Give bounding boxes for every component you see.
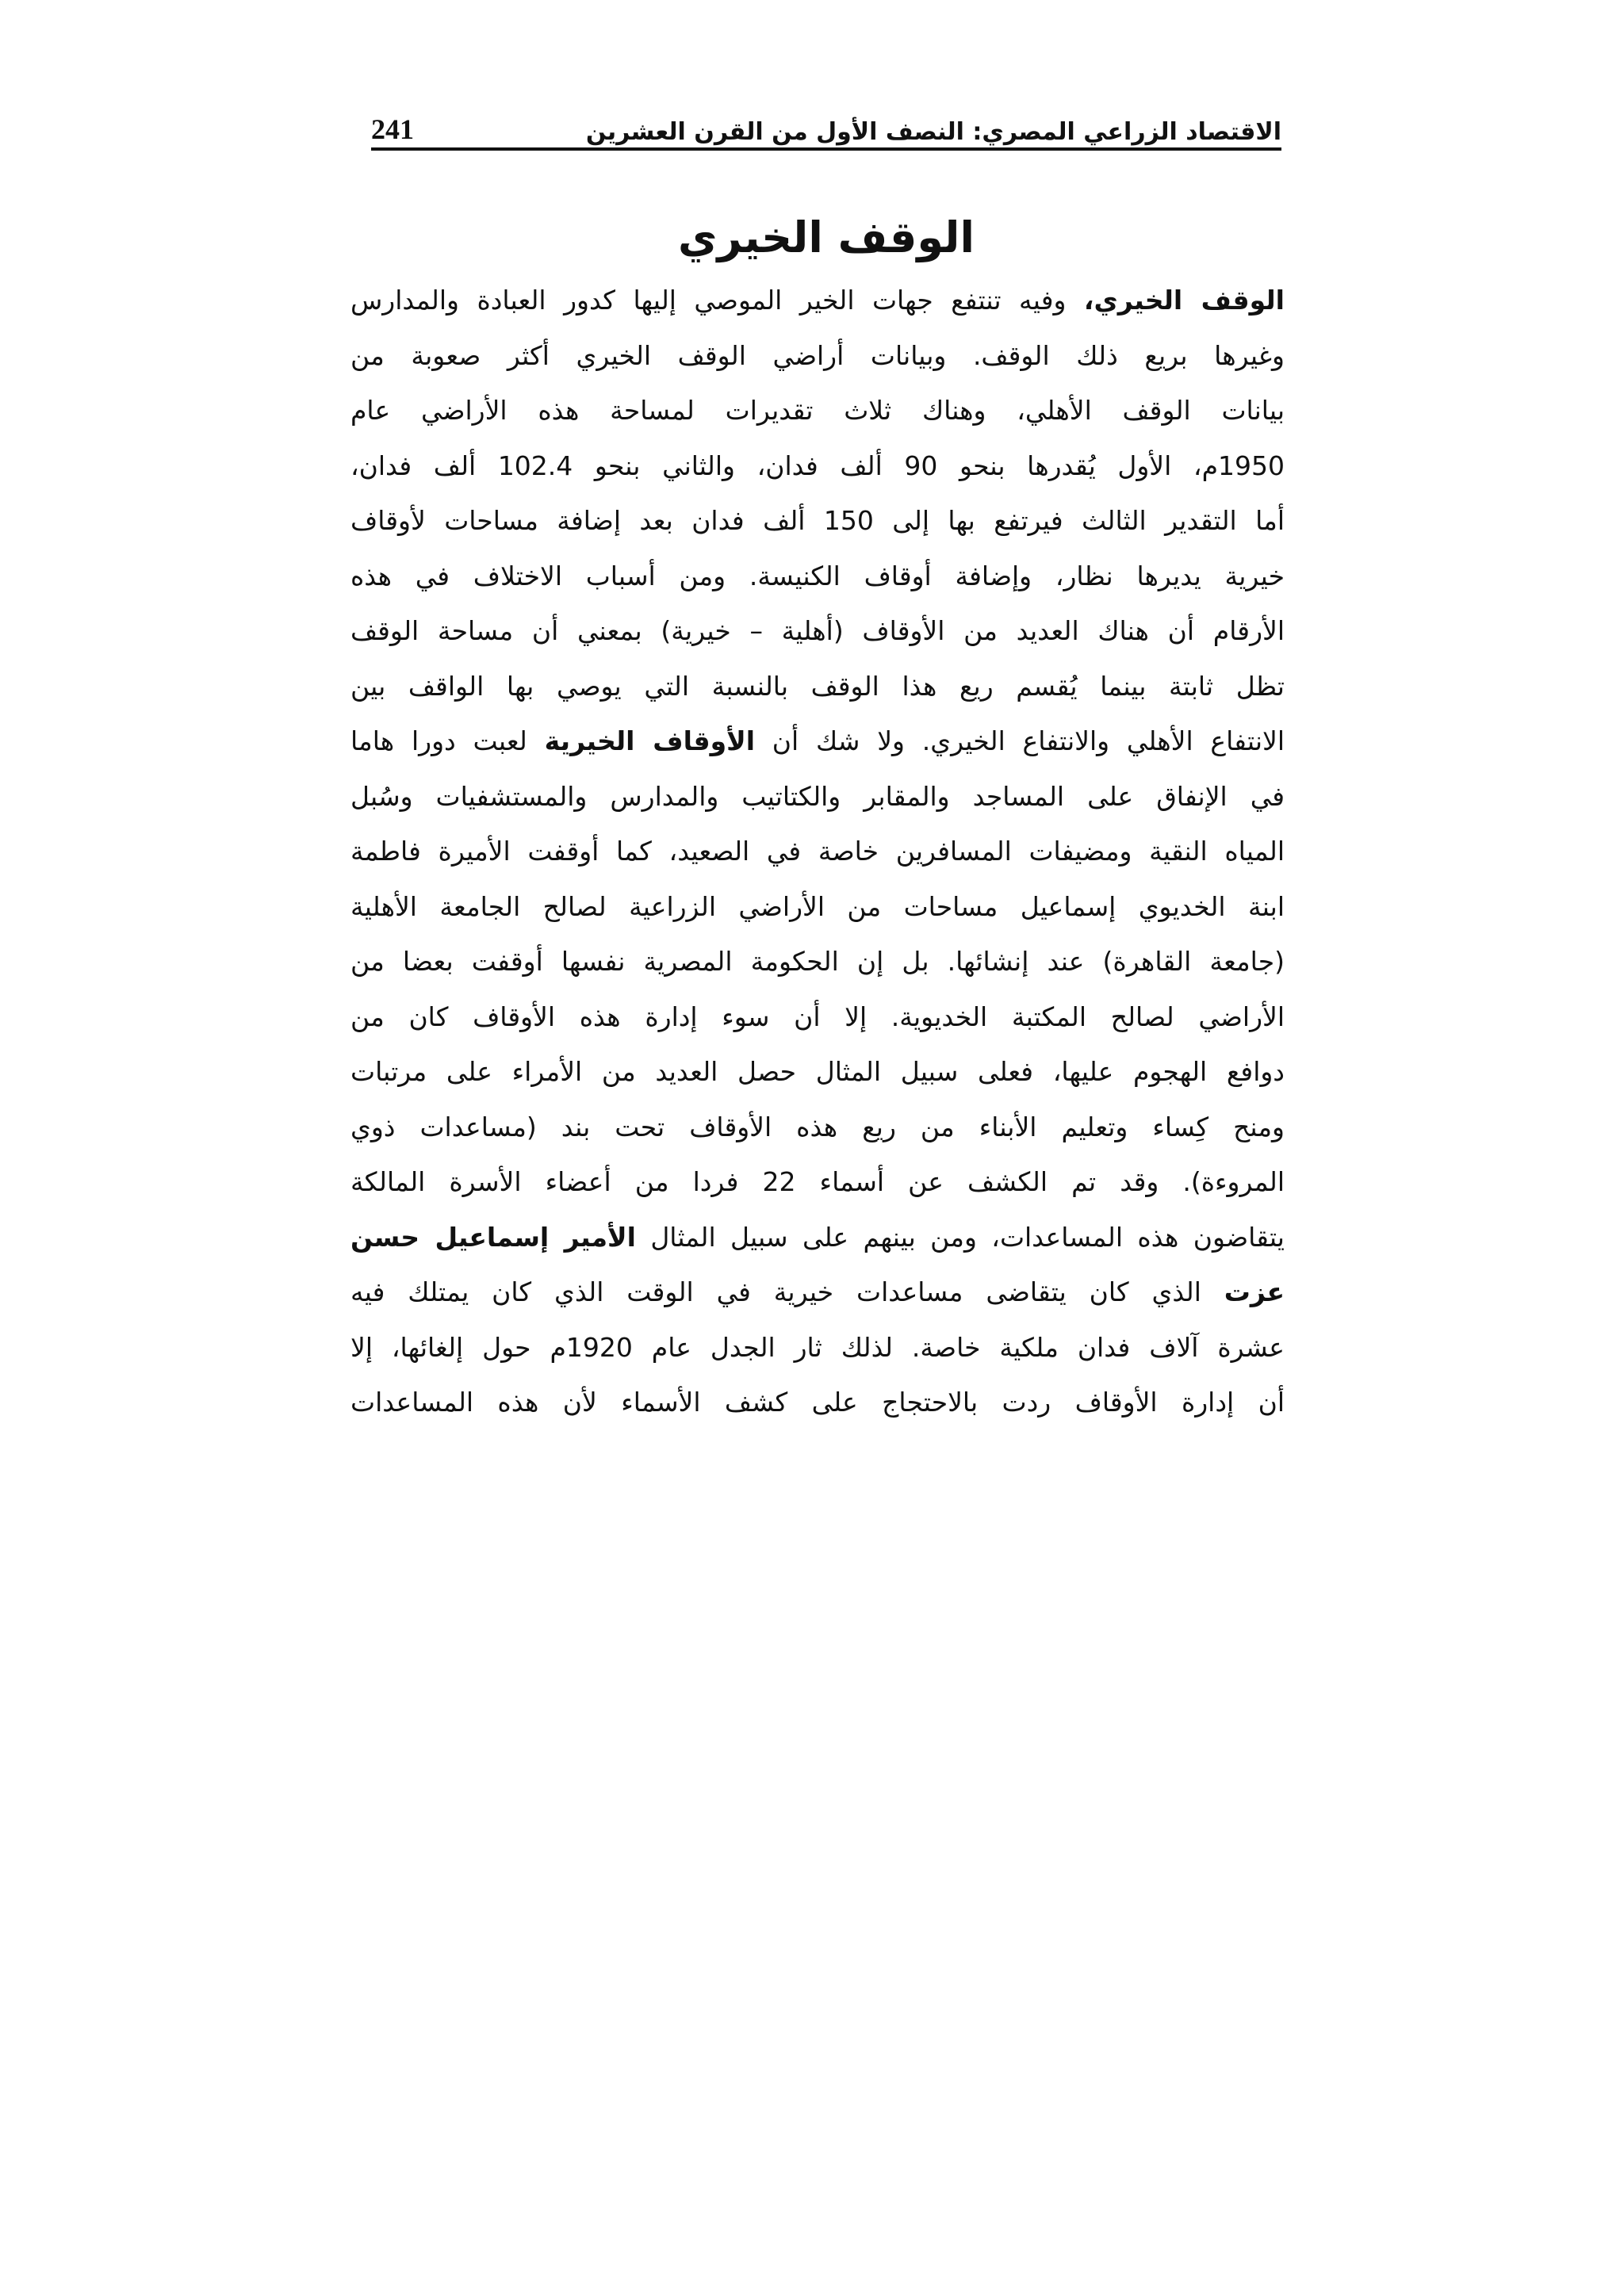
line-text: لعبت دورا هاما [350, 725, 545, 756]
line-text: الذي كان يتقاضى مساعدات خيرية في الوقت الذي كان يمتلك فيه [350, 1276, 1224, 1307]
text-line [350, 989, 1285, 1045]
line-text: تظل ثابتة بينما يُقسم ريع هذا الوقف بالنسبة التي يوصي بها الواقف بين [350, 670, 1285, 702]
bold-term: الأمير إسماعيل حسن [350, 1221, 636, 1253]
text-line [350, 493, 1285, 549]
text-line [350, 383, 1285, 438]
line-text: وغيرها بريع ذلك الوقف. وبيانات أراضي الوقف الخيري أكثر صعوبة من [350, 339, 1285, 371]
line-text: دوافع الهجوم عليها، فعلى سبيل المثال حصل العديد من الأمراء على مرتبات [350, 1056, 1285, 1087]
text-line [350, 549, 1285, 604]
line-text: المياه النقية ومضيفات المسافرين خاصة في الصعيد، كما أوقفت الأميرة فاطمة [350, 836, 1285, 867]
line-text: وفيه تنتفع جهات الخير الموصي إليها كدور العبادة والمدارس [350, 285, 1084, 316]
line-text: الأرقام أن هناك العديد من الأوقاف (أهلية – خيرية) بمعني أن مساحة الوقف [350, 615, 1285, 646]
line-text: أما التقدير الثالث فيرتفع بها إلى 150 ألف فدان بعد إضافة مساحات لأوقاف [350, 505, 1285, 536]
line-text: المروءة). وقد تم الكشف عن أسماء 22 فردا من أعضاء الأسرة المالكة [350, 1166, 1285, 1197]
text-line [350, 879, 1285, 935]
line-text: يتقاضون هذه المساعدات، ومن بينهم على سبيل المثال [635, 1221, 1285, 1253]
line-text: الانتفاع الأهلي والانتفاع الخيري. ولا شك أن [755, 725, 1285, 756]
line-text: الأراضي لصالح المكتبة الخديوية. إلا أن سوء إدارة هذه الأوقاف كان من [350, 1001, 1285, 1032]
line-text: في الإنفاق على المساجد والمقابر والكتاتيب والمدارس والمستشفيات وسُبل [350, 780, 1285, 812]
line-text: عشرة آلاف فدان ملكية خاصة. لذلك ثار الجدل عام 1920م حول إلغائها، إلا [350, 1331, 1285, 1363]
text-line [350, 1154, 1285, 1210]
text-line [350, 1044, 1285, 1100]
bold-term: عزت [1224, 1276, 1285, 1307]
line-text: أن إدارة الأوقاف ردت بالاحتجاج على كشف الأسماء لأن هذه المساعدات [350, 1387, 1285, 1418]
section-title: الوقف الخيري [678, 212, 975, 262]
line-text: (جامعة القاهرة) عند إنشائها. بل إن الحكومة المصرية نفسها أوقفت بعضا من [350, 946, 1285, 977]
text-line [350, 603, 1285, 659]
page-number: 241 [371, 113, 414, 145]
text-line [350, 1210, 1285, 1265]
text-line [350, 714, 1285, 769]
header-rule [371, 147, 1281, 151]
text-line [350, 1320, 1285, 1376]
line-text: 1950م، الأول يُقدرها بنحو 90 ألف فدان، والثاني بنحو 102.4 ألف فدان، [350, 450, 1285, 481]
running-header [371, 100, 1281, 146]
book-title: الاقتصاد الزراعي المصري: النصف الأول من القرن العشرين [585, 118, 1281, 146]
body-paragraph [350, 273, 1285, 1430]
text-line [350, 659, 1285, 714]
line-text: ابنة الخديوي إسماعيل مساحات من الأراضي الزراعية لصالح الجامعة الأهلية [350, 890, 1285, 922]
text-line [350, 328, 1285, 384]
bold-term: الوقف الخيري، [1083, 285, 1285, 316]
text-line [350, 273, 1285, 328]
text-line [350, 824, 1285, 879]
text-line [350, 1100, 1285, 1155]
line-text: ومنح كِساء وتعليم الأبناء من ريع هذه الأوقاف تحت بند (مساعدات ذوي [350, 1111, 1285, 1142]
line-text: خيرية يديرها نظار، وإضافة أوقاف الكنيسة. ومن أسباب الاختلاف في هذه [350, 560, 1285, 591]
text-line [350, 1375, 1285, 1430]
text-line [350, 934, 1285, 989]
text-line [350, 438, 1285, 494]
line-text: بيانات الوقف الأهلي، وهناك ثلاث تقديرات لمساحة هذه الأراضي عام [350, 395, 1285, 426]
text-line [350, 769, 1285, 825]
text-line [350, 1265, 1285, 1320]
bold-term: الأوقاف الخيرية [544, 725, 756, 756]
